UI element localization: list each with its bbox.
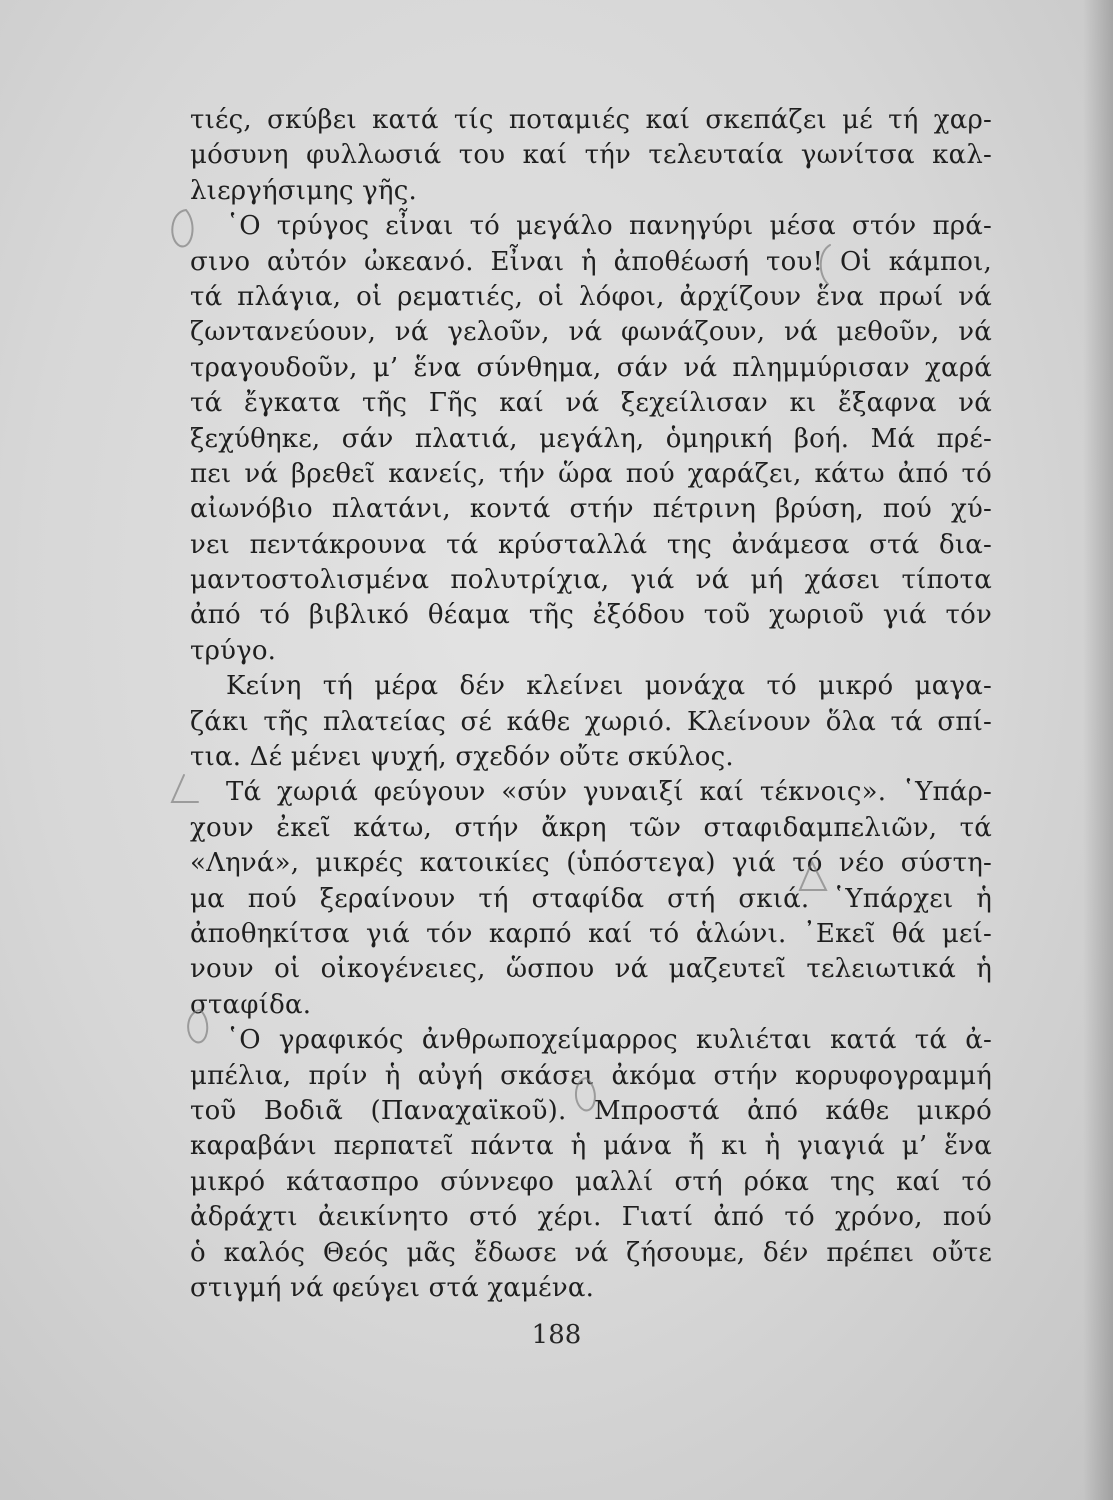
text-line: μόσυνη φυλλωσιά του καί τήν τελευταία γωνίτσα καλ-: [190, 140, 992, 171]
text-line: μα πού ξεραίνουν τή σταφίδα στή σκιά. ῾Υπάρχει ἡ: [190, 883, 992, 914]
text-line: χουν ἐκεῖ κάτω, στήν ἄκρη τῶν σταφιδαμπελιῶν, τά: [190, 812, 992, 843]
text-line: μπέλια, πρίν ἡ αὐγή σκάσει ἀκόμα στήν κορυφογραμμή: [190, 1060, 992, 1091]
text-line: τοῦ Βοδιᾶ (Παναχαϊκοῦ). Μπροστά ἀπό κάθε μικρό: [190, 1095, 992, 1126]
text-line: πει νά βρεθεῖ κανείς, τήν ὥρα πού χαράζει, κάτω ἀπό τό: [190, 458, 992, 489]
text-line: ζάκι τῆς πλατείας σέ κάθε χωριό. Κλείνουν ὅλα τά σπί-: [190, 706, 992, 737]
text-line: ὁ καλός Θεός μᾶς ἔδωσε νά ζήσουμε, δέν πρέπει οὔτε: [190, 1237, 992, 1268]
paragraph-start-line: ῾Ο γραφικός ἀνθρωποχείμαρρος κυλιέται κατά τά ἀ-: [226, 1025, 992, 1056]
paragraph-start-line: Τά χωριά φεύγουν «σύν γυναιξί καί τέκνοις». ῾Υπάρ-: [226, 777, 992, 808]
text-line: σινο αὐτόν ὠκεανό. Εἶναι ἡ ἀποθέωσή του! Οἱ κάμποι,: [190, 246, 992, 277]
text-line: νουν οἱ οἰκογένειες, ὥσπου νά μαζευτεῖ τελειωτικά ἡ: [190, 954, 992, 985]
text-line: στιγμή νά φεύγει στά χαμένα.: [190, 1272, 595, 1303]
text-line: νει πεντάκρουνα τά κρύσταλλά της ἀνάμεσα στά δια-: [190, 529, 992, 560]
text-line: ζωντανεύουν, νά γελοῦν, νά φωνάζουν, νά μεθοῦν, νά: [190, 317, 992, 348]
paragraph-start-line: ῾Ο τρύγος εἶναι τό μεγάλο πανηγύρι μέσα στόν πρά-: [226, 211, 992, 242]
text-line: ἀδράχτι ἀεικίνητο στό χέρι. Γιατί ἀπό τό χρόνο, πού: [190, 1202, 992, 1233]
text-line: καραβάνι περπατεῖ πάντα ἡ μάνα ἤ κι ἡ γιαγιά μ’ ἕνα: [190, 1131, 992, 1162]
text-line: αἰωνόβιο πλατάνι, κοντά στήν πέτρινη βρύση, πού χύ-: [190, 494, 992, 525]
text-line: τιές, σκύβει κατά τίς ποταμιές καί σκεπάζει μέ τή χαρ-: [190, 105, 992, 135]
text-line: ξεχύθηκε, σάν πλατιά, μεγάλη, ὁμηρική βοή. Μά πρέ-: [190, 423, 992, 454]
text-line: ἀπό τό βιβλικό θέαμα τῆς ἐξόδου τοῦ χωριοῦ γιά τόν: [190, 600, 992, 631]
paragraph-start-line: Κείνη τή μέρα δέν κλείνει μονάχα τό μικρό μαγα-: [226, 671, 992, 702]
text-line: μαντοστολισμένα πολυτρίχια, γιά νά μή χάσει τίποτα: [190, 565, 992, 596]
page-edge-shadow: [1083, 0, 1113, 1500]
text-line: μικρό κάτασπρο σύννεφο μαλλί στή ρόκα της καί τό: [190, 1166, 992, 1197]
text-line: τια. Δέ μένει ψυχή, σχεδόν οὔτε σκύλος.: [190, 742, 734, 773]
text-line: «Ληνά», μικρές κατοικίες (ὑπόστεγα) γιά τό νέο σύστη-: [190, 848, 992, 879]
text-line: ἀποθηκίτσα γιά τόν καρπό καί τό ἁλώνι. ᾿Εκεῖ θά μεί-: [190, 918, 992, 949]
text-line: λιεργήσιμης γῆς.: [190, 175, 417, 206]
text-line: τραγουδοῦν, μ’ ἕνα σύνθημα, σάν νά πλημμύρισαν χαρά: [190, 352, 992, 383]
text-line: τρύγο.: [190, 635, 277, 666]
page-number: 188: [531, 1320, 582, 1350]
text-line: σταφίδα.: [190, 989, 312, 1020]
text-line: τά ἔγκατα τῆς Γῆς καί νά ξεχείλισαν κι ἔξαφνα νά: [190, 388, 992, 419]
text-line: τά πλάγια, οἱ ρεματιές, οἱ λόφοι, ἀρχίζουν ἕνα πρωί νά: [190, 281, 992, 312]
body-text: [190, 103, 992, 1306]
